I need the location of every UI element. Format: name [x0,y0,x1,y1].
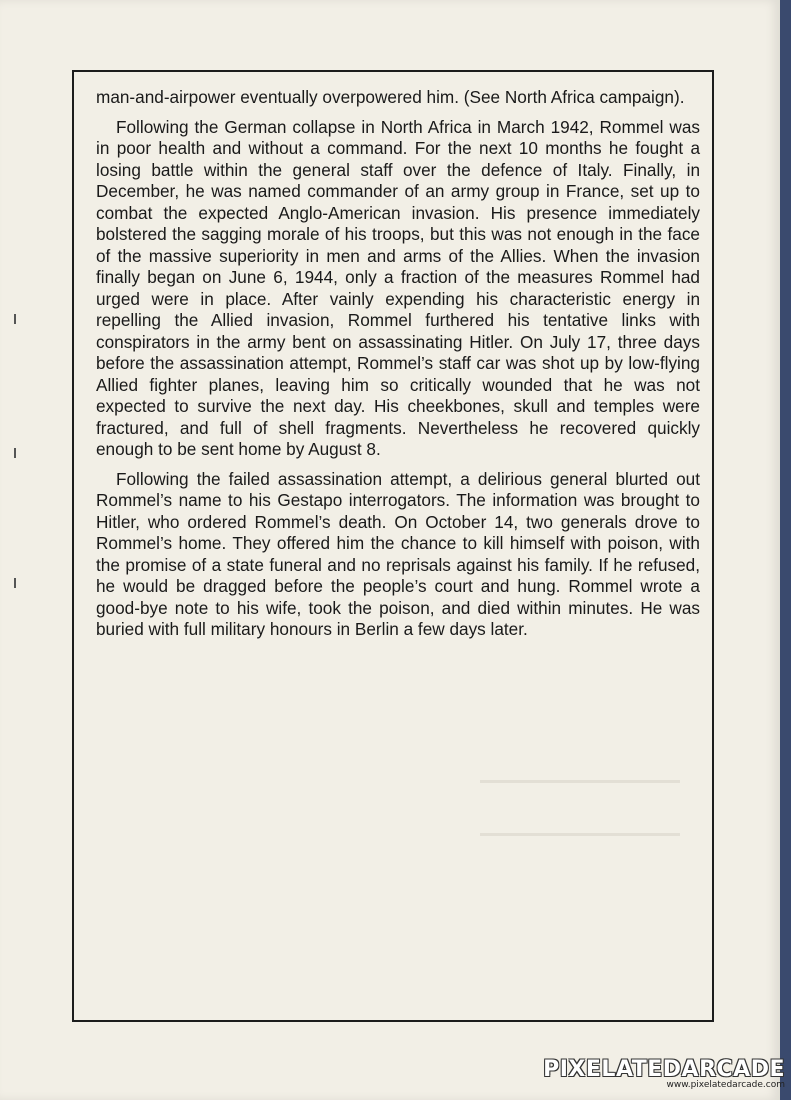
watermark-url: www.pixelatedarcade.com [666,1080,785,1090]
watermark-title: PIXELATEDARCADE [543,1057,785,1082]
paragraph: man-and-airpower eventually overpowered him. (See North Africa campaign). [96,87,685,107]
watermark [543,1057,785,1090]
paragraph: Following the German collapse in North Africa in March 1942, Rommel was in poor health and without a command. For the next 10 months he fought a losing battle within the general staff over the defence of Italy. Finally, in December, he was named commander of an army group in France, set up to combat the expected Anglo-American invasion. His presence immediately bolstered the sagging morale of his troops, but this was not enough in the face of the massive superiority in men and arms of the Allies. When the invasion finally began on June 6, 1944, only a fraction of the measures Rommel had urged were in place. After vainly expending his characteristic energy in repelling the Allied invasion, Rommel furthered his tentative links with conspirators in the army bent on assassinating Hitler. On July 17, three days before the assassination attempt, Rommel’s staff car was shot up by low-flying Allied fighter planes, leaving him so critically wounded that he was not expected to survive the next day. His cheekbones, skull and temples were fractured, and full of shell fragments. Nevertheless he recovered quickly enough to be sent home by August 8. [96,116,700,459]
paragraph: Following the failed assassination attempt, a delirious general blurted out Rommel’s name to his Gestapo interrogators. The information was brought to Hitler, who ordered Rommel’s death. On October 14, two generals drove to Rommel’s home. They offered him the chance to kill himself with poison, with the promise of a state funeral and no reprisals against his family. If he refused, he would be dragged before the people’s court and hung. Rommel wrote a good-bye note to his wife, took the poison, and died within minutes. He was buried with full military honours in Berlin a few days later. [96,468,700,639]
body-text [96,87,700,649]
binding-mark [14,448,16,458]
binding-mark [14,578,16,588]
binding-mark [14,314,16,324]
